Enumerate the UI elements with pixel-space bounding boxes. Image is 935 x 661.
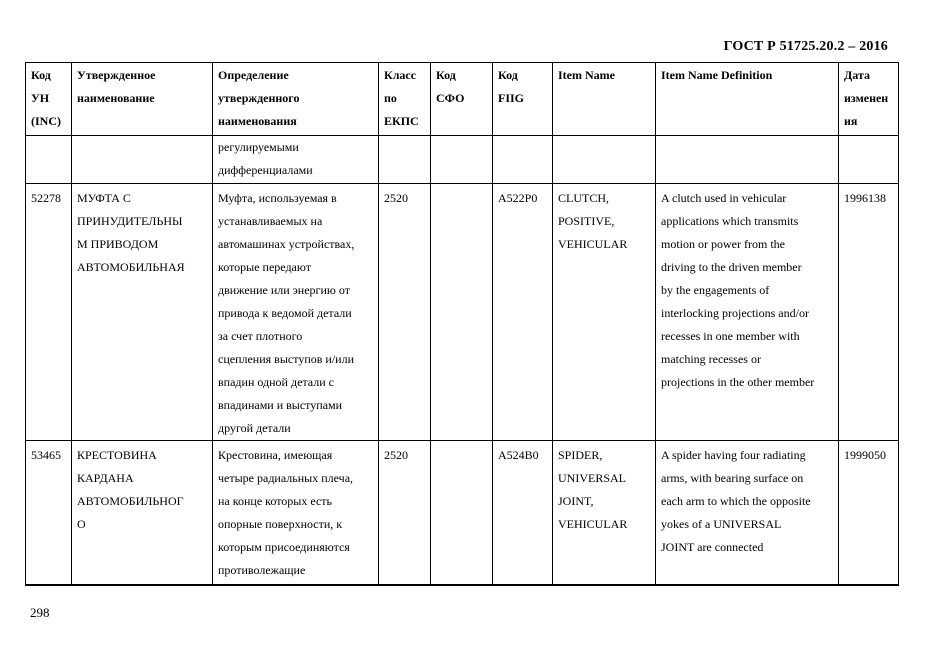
- cell-item-name: CLUTCH, POSITIVE, VEHICULAR: [553, 184, 656, 441]
- cell-fiig-code: [493, 136, 553, 184]
- column-header-sfo-code: Код СФО: [431, 63, 493, 136]
- cell-inc: [26, 136, 72, 184]
- cell-item-definition: [656, 136, 839, 184]
- cell-definition: Крестовина, имеющая четыре радиальных плеча, на конце которых есть опорные поверхности, к которым присоединяются противолежащие: [213, 441, 379, 586]
- cell-change-date: 1999050: [839, 441, 899, 586]
- cell-approved-name: МУФТА С ПРИНУДИТЕЛЬНЫ М ПРИВОДОМ АВТОМОБИЛЬНАЯ: [72, 184, 213, 441]
- column-header-inc: Код УН (INC): [26, 63, 72, 136]
- column-header-definition: Определение утвержденного наименования: [213, 63, 379, 136]
- cell-inc: 52278: [26, 184, 72, 441]
- cell-definition: регулируемыми дифференциалами: [213, 136, 379, 184]
- table-row: [26, 441, 899, 586]
- column-header-change-date: Дата изменен ия: [839, 63, 899, 136]
- cell-item-name: [553, 136, 656, 184]
- cell-inc: 53465: [26, 441, 72, 586]
- column-header-item-name: Item Name: [553, 63, 656, 136]
- cell-item-definition: A clutch used in vehicular applications which transmits motion or power from the driving to the driven member by the engagements of interlocking projections and/or recesses in one member with matching recesses or projections in the other member: [656, 184, 839, 441]
- cell-sfo-code: [431, 441, 493, 586]
- cell-sfo-code: [431, 136, 493, 184]
- cell-fiig-code: A524B0: [493, 441, 553, 586]
- table-row: [26, 184, 899, 441]
- column-header-fiig-code: Код FIIG: [493, 63, 553, 136]
- document-code: ГОСТ Р 51725.20.2 – 2016: [723, 39, 888, 54]
- cell-change-date: [839, 136, 899, 184]
- column-header-approved-name: Утвержденное наименование: [72, 63, 213, 136]
- cell-item-name: SPIDER, UNIVERSAL JOINT, VEHICULAR: [553, 441, 656, 586]
- cell-ekps-class: 2520: [379, 184, 431, 441]
- column-header-ekps-class: Класс по ЕКПС: [379, 63, 431, 136]
- cell-sfo-code: [431, 184, 493, 441]
- column-header-item-definition: Item Name Definition: [656, 63, 839, 136]
- cell-ekps-class: [379, 136, 431, 184]
- cell-change-date: 1996138: [839, 184, 899, 441]
- cell-approved-name: КРЕСТОВИНА КАРДАНА АВТОМОБИЛЬНОГ О: [72, 441, 213, 586]
- cell-fiig-code: A522P0: [493, 184, 553, 441]
- cell-definition: Муфта, используемая в устанавливаемых на автомашинах устройствах, которые передают движение или энергию от привода к ведомой детали за счет плотного сцепления выступов и/или впадин одной детали с впадинами и выступами другой детали: [213, 184, 379, 441]
- cell-item-definition: A spider having four radiating arms, with bearing surface on each arm to which the opposite yokes of a UNIVERSAL JOINT are connected: [656, 441, 839, 586]
- page-number: 298: [30, 605, 50, 620]
- table-header-row: [26, 63, 899, 136]
- table-row-continuation: [26, 136, 899, 184]
- cell-ekps-class: 2520: [379, 441, 431, 586]
- cell-approved-name: [72, 136, 213, 184]
- catalog-table: [25, 62, 899, 586]
